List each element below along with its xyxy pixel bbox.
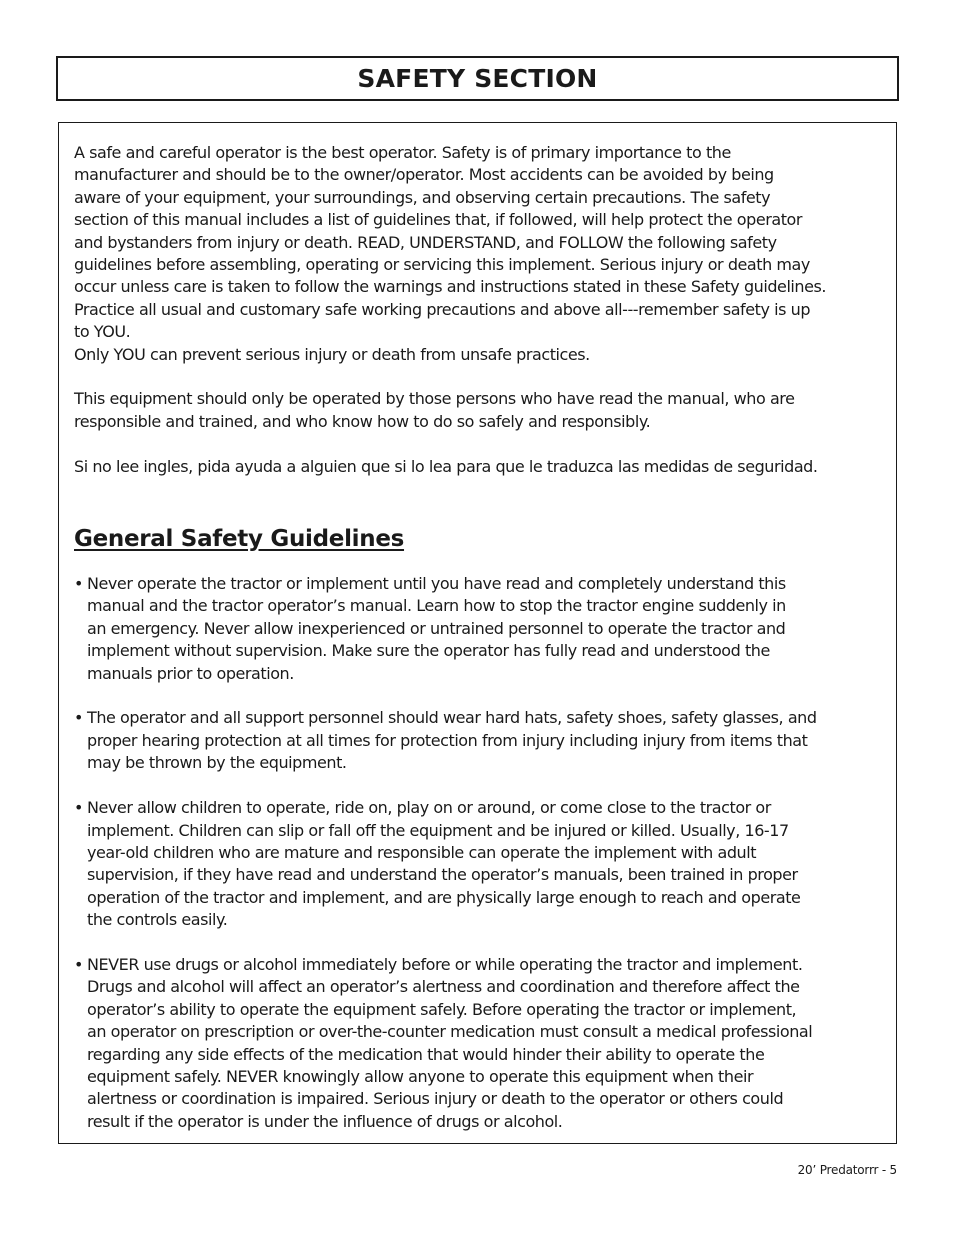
spacer	[74, 433, 884, 455]
spacer	[74, 366, 884, 388]
page-footer: 20’ Predatorrr - 5	[797, 1163, 897, 1177]
general-safety-heading: General Safety Guidelines	[74, 526, 405, 553]
intro-paragraph: A safe and careful operator is the best operator. Safety is of primary importance to the manufacturer and should be to the owner/operator. Most accidents can be avoided by being aware of your equipment, your surroundings, and observing certain precautions. The safety section of this manual includes a list of guidelines that, if followed, will help protect the operator and bystanders from injury or death. READ, UNDERSTAND, and FOLLOW the following safety guidelines before assembling, operating or servicing this implement. Serious injury or death may occur unless care is taken to follow the warnings and instructions stated in these Safety guidelines. Practice all usual and customary safe working precautions and above all---remember safety is up to YOU. Only YOU can prevent serious injury or death from unsafe practices.	[74, 143, 827, 364]
bullet-marker: •	[74, 798, 83, 818]
content-box	[58, 122, 897, 1144]
guidelines-list	[74, 573, 884, 1133]
guideline-text: NEVER use drugs or alcohol immediately before or while operating the tractor and implement. Drugs and alcohol will affect an operator’s alertness and coordination and therefore affect the operator’s ability to operate the equipment safely. Before operating the tractor or implement, an operator on prescription or over-the-counter medication must consult a medical professional regarding any side effects of the medication that would hinder their ability to operate the equipment safely. NEVER knowingly allow anyone to operate this equipment when their alertness or coordination is impaired. Serious injury or death to the operator or others could result if the operator is under the influence of drugs or alcohol.	[87, 954, 813, 1131]
guideline-text: Never operate the tractor or implement until you have read and completely understand this manual and the tractor operator’s manual. Learn how to stop the tractor engine suddenly in an emergency. Never allow inexperienced or untrained personnel to operate the tractor and implement without supervision. Make sure the operator has fully read and understood the manuals prior to operation.	[87, 574, 786, 683]
bullet-marker: •	[74, 954, 83, 974]
list-item	[74, 707, 884, 774]
list-item	[74, 954, 884, 1133]
list-item	[74, 573, 884, 685]
list-item	[74, 797, 884, 931]
bullet-marker: •	[74, 708, 83, 728]
guideline-text: The operator and all support personnel should wear hard hats, safety shoes, safety glasses, and proper hearing protection at all times for protection from injury including injury from items that may be thrown by the equipment.	[87, 708, 817, 773]
page-title: SAFETY SECTION	[357, 64, 598, 93]
guideline-text: Never allow children to operate, ride on, play on or around, or come close to the tractor or implement. Children can slip or fall off the equipment and be injured or killed. Usually, 16-17 year-old children who are mature and responsible can operate the implement with adult supervision, if they have read and understand the operator’s manuals, been trained in proper operation of the tractor and implement, and are physically large enough to reach and operate the controls easily.	[87, 798, 801, 930]
section-title-box	[56, 56, 899, 101]
spanish-notice-paragraph: Si no lee ingles, pida ayuda a alguien que si lo lea para que le traduzca las medidas de seguridad.	[74, 456, 818, 476]
operator-qualification-paragraph: This equipment should only be operated by those persons who have read the manual, who are responsible and trained, and who know how to do so safely and responsibly.	[74, 389, 795, 431]
bullet-marker: •	[74, 574, 83, 594]
